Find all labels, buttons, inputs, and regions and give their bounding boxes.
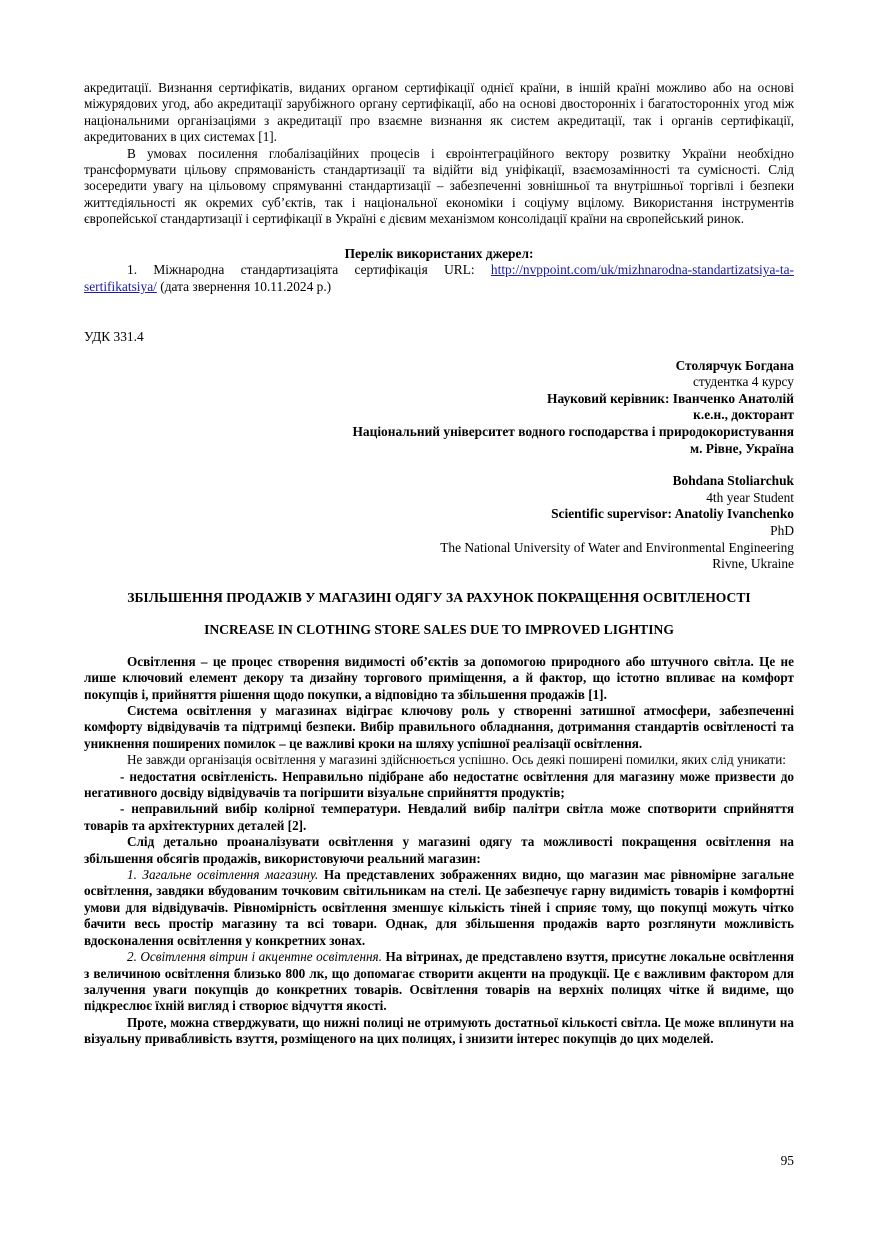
body-paragraph-7-text: На представлених зображеннях видно, що магазин має рівномірне загальне освітлення, завдяки вбудованим точковим світильникам на стелі. Це забезпечує гарну видимість товарів і комфортні умови для відвідувачів. Рівномірність освітлення зменшує кількість тіней і сприяє тому, що покупці можуть чітко бачити весь простір магазину та всі товари. Однак, для збільшення продажів варто розглянути можливість вдосконалення освітлення у конкретних зонах.: [84, 867, 794, 948]
author-name-ua: Столярчук Богдана: [675, 357, 794, 373]
body-list-item-1: - недостатня освітленість. Неправильно підібране або недостатнє освітлення для магазину може призвести до негативного досвіду відвідувачів та погіршити візуальне сприйняття продуктів;: [84, 768, 794, 801]
page-number: 95: [780, 1153, 794, 1168]
university-ua: Національний університет водного господарства і природокористування: [352, 424, 794, 440]
body-paragraph-2: Система освітлення у магазинах відіграє ключову роль у створенні затишної атмосфери, забезпеченні комфорту відвідувачів та підтримці безпеки. Вибір правильного обладнання, дотримання стандартів освітленості та уникнення поширених помилок – це важливі кроки на шляху успішної реалізації освітлення.: [84, 703, 794, 751]
body-paragraph-8-text: На вітринах, де представлено взуття, присутнє локальне освітлення з величиною освітлення близько 800 лк, що допомагає створити акценти на продукції. Це є важливим фактором для залучення уваги покупців до конкретних товарів. Освітлення товарів на верхніх полицях чітке й видиме, що підкреслює їхній вигляд і створює відчуття якості.: [84, 949, 795, 1014]
paragraph-accreditation: акредитації. Визнання сертифікатів, виданих органом сертифікації однієї країни, в іншій країні можливо або на основі міжурядових угод, або акредитації зарубіжного органу сертифікації, або на основі двосторонніх і багатосторонніх угод між національними організаціями з акредитації про взаємне визнання як систем акредитації, так і органів сертифікації, акредитованих в цих системах [1].: [84, 80, 794, 145]
body-paragraph-3: Не завжди організація освітлення у магазині здійснюється успішно. Ось деякі поширені помилки, яких слід уникати:: [127, 752, 786, 768]
author-status-en: 4th year Student: [706, 489, 794, 505]
reference-suffix: (дата звернення 10.11.2024 р.): [156, 278, 332, 294]
reference-item: [84, 262, 794, 295]
supervisor-en: Scientific supervisor: Anatoliy Ivanchenko: [551, 506, 794, 522]
subheading-accent-lighting: 2. Освітлення вітрин і акцентне освітлення.: [127, 949, 382, 965]
author-name-en: Bohdana Stoliarchuk: [672, 473, 794, 489]
subheading-general-lighting: 1. Загальне освітлення магазину.: [127, 867, 319, 883]
degree-en: PhD: [770, 523, 794, 538]
body-paragraph-9: Проте, можна стверджувати, що нижні полиці не отримують достатньої кількості світла. Це може вплинути на візуальну привабливість взуття, розміщеного на цих полицях, і знизити інтерес покупців до цих моделей.: [84, 1014, 794, 1047]
body-paragraph-8: [84, 949, 794, 1015]
body-paragraph-7: [84, 867, 794, 949]
author-status-ua: студентка 4 курсу: [692, 374, 794, 390]
paragraph-globalization: В умовах посилення глобалізаційних процесів і євроінтеграційного вектору розвитку України необхідно трансформувати цільову спрямованість стандартизації та відійти від уніфікації, взаємозамінності та сумісності. Слід зосередити увагу на цільовому спрямуванні стандартизації – забезпеченні зовнішньої та внутрішньої торгівлі і безпеки життєдіяльності як окремих суб’єктів, так і національної економіки і соціуму вцілому. Використання інструментів європейської стандартизації і сертифікації в Україні є дієвим механізмом консолідації країни на європейський ринок.: [84, 145, 794, 227]
reference-link[interactable]: http://nvppoint.com/uk/mizhnarodna-standartizatsiya-ta-sertifikatsiya/: [84, 262, 794, 294]
university-en: The National University of Water and Environmental Engineering: [440, 539, 794, 555]
article-body: [84, 654, 794, 1048]
body-list-item-2: - неправильний вибір колірної температури. Невдалий вибір палітри світла може спотворити сприйняття товарів та архітектурних деталей [2].: [84, 801, 794, 833]
supervisor-name-ua: : Іванченко Анатолій: [664, 390, 794, 406]
supervisor-ua: [84, 391, 794, 408]
body-paragraph-1: Освітлення – це процес створення видимості об’єктів за допомогою природного або штучного світла. Це не лише ключовий елемент декору та дизайну торгового приміщення, а й фактор, що істотно впливає на комфорт покупців і, прийняття рішення щодо покупки, а відповідно та збільшення продажів [1].: [84, 653, 794, 702]
author-block-ua: [84, 358, 794, 458]
city-en: Rivne, Ukraine: [712, 556, 794, 572]
body-paragraph-6: Слід детально проаналізувати освітлення у магазині одягу та можливості покращення освітлення на збільшення обсягів продажів, використовуючи реальний магазин:: [84, 834, 794, 866]
reference-prefix: 1. Міжнародна стандартизаціята сертифікація URL:: [127, 262, 491, 278]
author-block-en: [84, 473, 794, 573]
references-heading: Перелік використаних джерел:: [344, 245, 534, 261]
udk-code: УДК 331.4: [84, 329, 144, 345]
title-en: INCREASE IN CLOTHING STORE SALES DUE TO IMPROVED LIGHTING: [204, 621, 674, 637]
city-ua: м. Рівне, Україна: [689, 440, 794, 456]
page-content: [84, 80, 794, 1048]
title-ua: ЗБІЛЬШЕННЯ ПРОДАЖІВ У МАГАЗИНІ ОДЯГУ ЗА РАХУНОК ПОКРАЩЕННЯ ОСВІТЛЕНОСТІ: [127, 589, 751, 605]
degree-ua: к.е.н., докторант: [693, 407, 794, 423]
supervisor-label-ua: Науковий керівник: [547, 390, 665, 406]
